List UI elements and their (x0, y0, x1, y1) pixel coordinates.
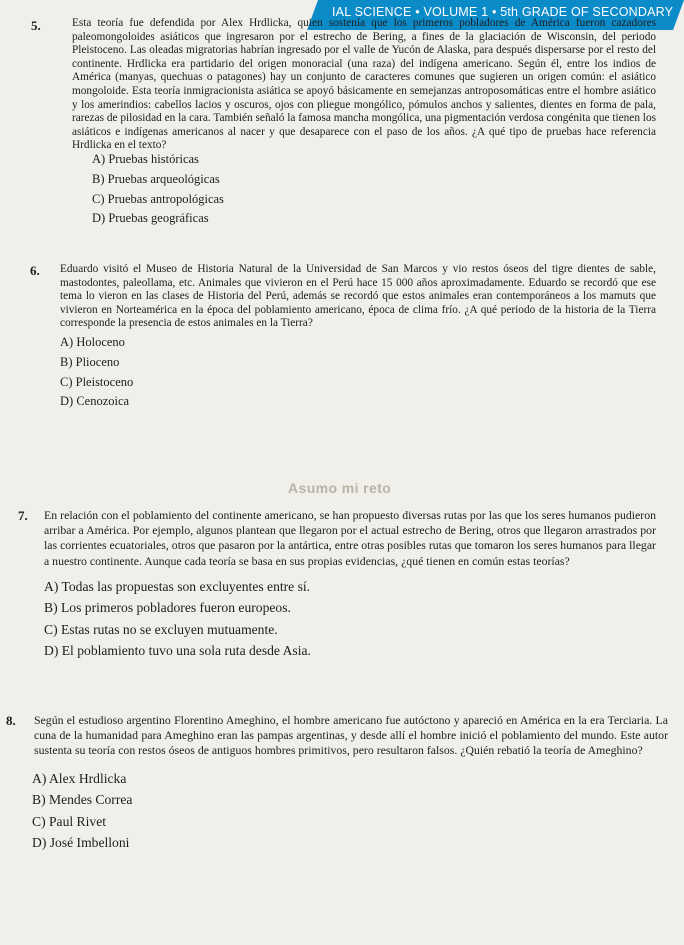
question-8 (6, 713, 668, 854)
options-list (32, 768, 668, 854)
option-b[interactable]: B) Mendes Correa (32, 792, 133, 808)
option-c[interactable]: C) Paul Rivet (32, 813, 107, 829)
question-text: En relación con el poblamiento del continente americano, se han propuesto diversas rutas por las que los seres humanos pudieron arribar a América. Por ejemplo, algunos plantean que llegaron por el actual estrecho de Bering, otros que llegaron arrastrados por las corrientes ecuatoriales, otros que pasaron por la antártica, entre otras posibles rutas que tomaron los seres humanos para llegar a nuestro continente. Aunque cada teoría se basa en sus propias evidencias, ¿qué tienen en común estas teorías? (44, 508, 656, 568)
option-a[interactable]: A) Pruebas históricas (92, 151, 199, 166)
option-a[interactable]: A) Alex Hrdlicka (32, 770, 127, 786)
option-b[interactable]: B) Plioceno (60, 354, 120, 369)
option-c[interactable]: C) Pleistoceno (60, 374, 134, 389)
option-d[interactable]: D) Cenozoica (60, 394, 130, 409)
option-a[interactable]: A) Todas las propuestas son excluyentes entre sí. (44, 578, 311, 594)
question-number: 5. (31, 18, 41, 33)
question-5 (31, 17, 656, 229)
question-6 (30, 263, 656, 412)
option-b[interactable]: B) Pruebas arqueológicas (92, 171, 220, 186)
option-c[interactable]: C) Estas rutas no se excluyen mutuamente. (44, 621, 278, 637)
page-header: IAL SCIENCE • VOLUME 1 • 5th GRADE OF SECONDARY (332, 5, 674, 19)
question-number: 7. (18, 508, 28, 523)
option-b[interactable]: B) Los primeros pobladores fueron europeos. (44, 600, 291, 616)
options-list (92, 150, 656, 229)
question-text: Eduardo visitó el Museo de Historia Natural de la Universidad de San Marcos y vio restos óseos del tigre dientes de sable, mastodontes, paleollama, etc. Animales que vivieron en el Perú hace 15 000 años aproximadamente. Eduardo se recordó que ese tema lo vieron en las clases de Historia del Perú, además se recordó que estos animales eran contemporáneos a los mamuts que vivieron en Norteamérica en la época del poblamiento americano, época de clima frío. ¿A qué periodo de la historia de la Tierra corresponde la presencia de estos animales en la Tierra? (60, 263, 656, 330)
section-title: Asumo mi reto (288, 480, 392, 496)
option-d[interactable]: D) El poblamiento tuvo una sola ruta desde Asia. (44, 643, 311, 659)
question-number: 8. (6, 713, 16, 728)
option-c[interactable]: C) Pruebas antropológicas (92, 191, 224, 206)
question-number: 6. (30, 263, 40, 278)
question-text: Esta teoría fue defendida por Alex Hrdlicka, quien sostenía que los primeros pobladores de América fueron cazadores paleomongoloides asiáticos que ingresaron por el estrecho de Bering, a fines de la glaciación de Wisconsin, del periodo Pleistoceno. Las oleadas migratorias habrían ingresado por el valle de Yucón de Alaska, para después dispersarse por el resto del continente. Hrdlicka era partidario del origen monoracial (una raza) del indígena americano. Según él, entre los indios de América (manyas, quechuas o patagones) hay un conjunto de caracteres comunes que sugieren un origen común: el asiático mongoloide. Esta teoría inmigracionista asiática se apoyó básicamente en semejanzas antroposomáticas entre el hombre asiático y los amerindios: cabellos lacios y oscuros, ojos con pliegue mongólico, pómulos anchos y salientes, dientes en forma de pala, rarezas de pilosidad en la cara. También señaló la famosa mancha mongólica, una pigmentación verdosa congénita que tienen los asiáticos e indígenas americanos al nacer y que desaparece con el paso de los años. ¿A qué tipo de pruebas hace referencia Hrdlicka en el texto? (72, 17, 656, 152)
question-text: Según el estudioso argentino Florentino Ameghino, el hombre americano fue autóctono y apareció en América en la era Terciaria. La cuna de la humanidad para Ameghino eran las pampas argentinas, y desde allí el hombre inició el poblamiento del mundo. Este autor sustenta su teoría con restos óseos de antiguos hombres primitivos, pero resultaron falsos. ¿Quién rebatió la teoría de Ameghino? (34, 713, 668, 758)
options-list (60, 333, 656, 412)
option-d[interactable]: D) José Imbelloni (32, 835, 130, 851)
options-list (44, 576, 656, 662)
option-d[interactable]: D) Pruebas geográficas (92, 211, 209, 226)
question-7 (18, 508, 656, 662)
option-a[interactable]: A) Holoceno (60, 334, 125, 349)
